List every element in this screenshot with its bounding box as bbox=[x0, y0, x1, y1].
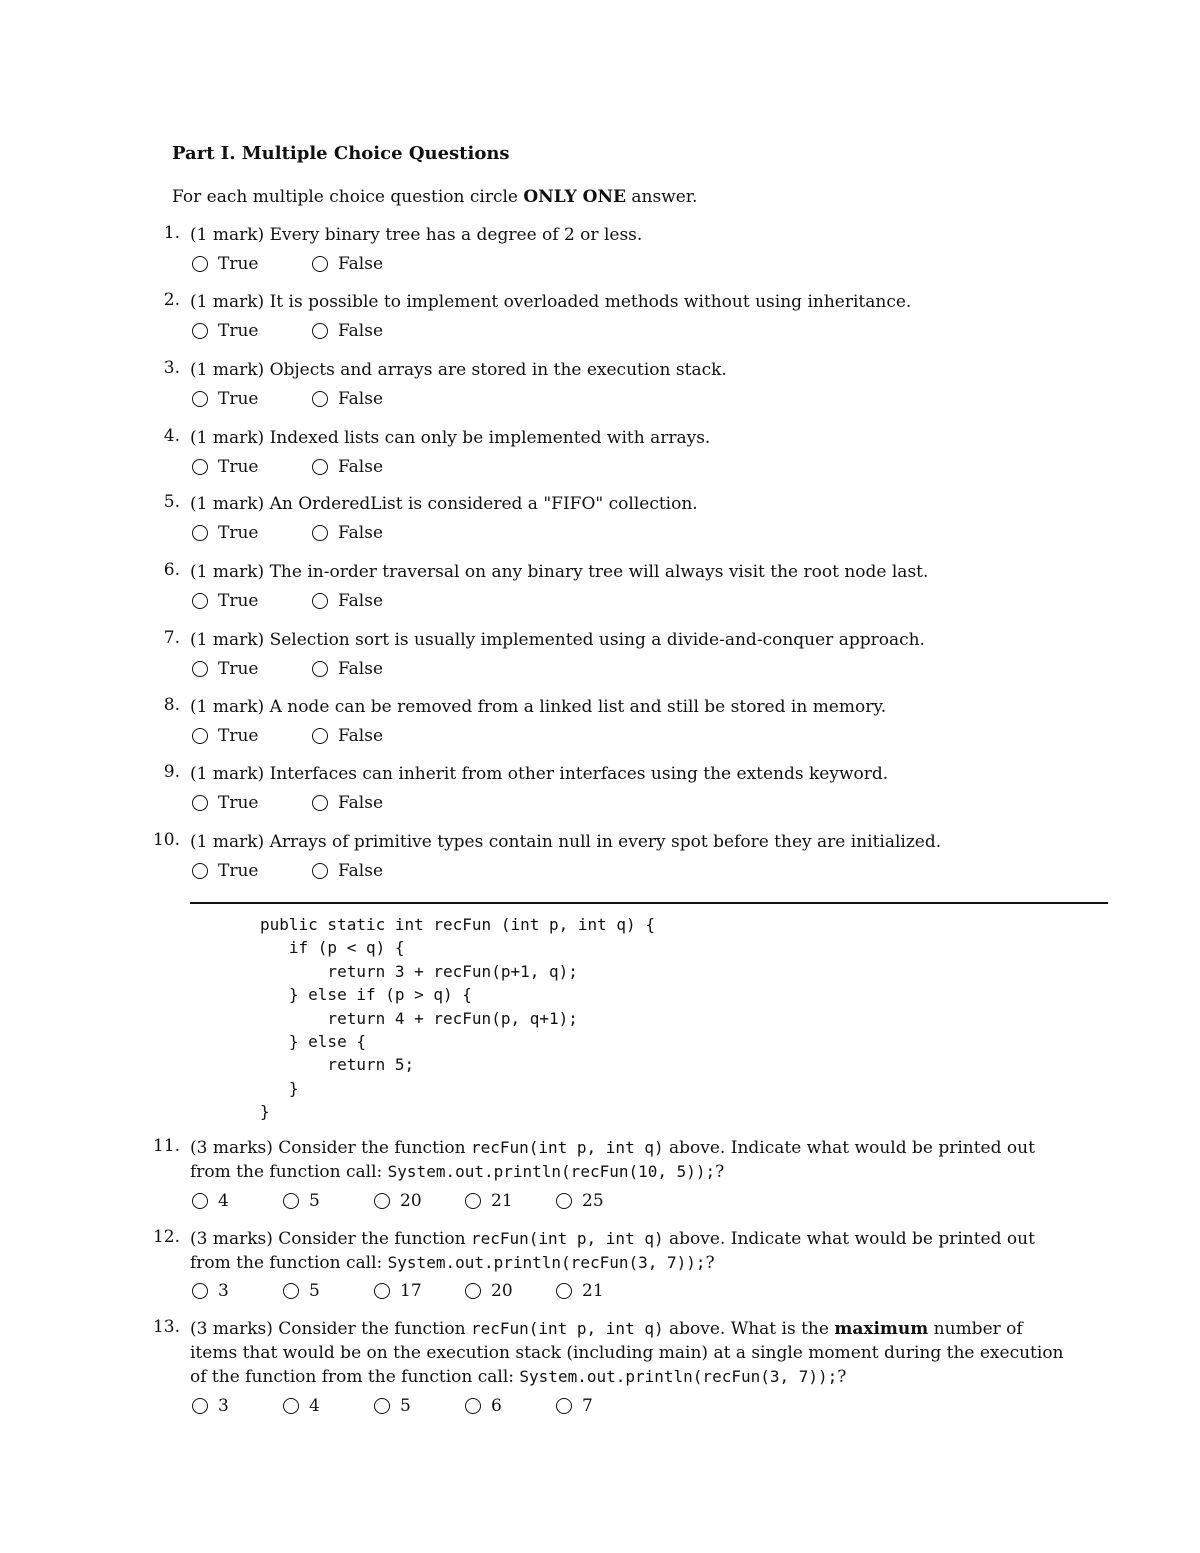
answer-label: 17 bbox=[400, 1281, 422, 1301]
answer-label: 25 bbox=[582, 1191, 604, 1211]
answer-label: 5 bbox=[309, 1191, 320, 1211]
answer-option[interactable] bbox=[374, 1191, 422, 1211]
answer-label: False bbox=[338, 659, 383, 679]
question-text-segment: ? bbox=[837, 1367, 847, 1387]
question-text-segment: above. Indicate what would be printed out from the function call: bbox=[190, 1138, 1035, 1182]
answer-label: True bbox=[218, 321, 259, 341]
radio-circle-icon[interactable] bbox=[312, 323, 328, 339]
answer-option[interactable] bbox=[192, 389, 258, 409]
question-number: 7. bbox=[163, 628, 180, 648]
answer-label: True bbox=[218, 793, 259, 813]
answer-label: 6 bbox=[491, 1396, 502, 1416]
answer-label: 21 bbox=[582, 1281, 604, 1301]
answer-label: False bbox=[338, 861, 383, 881]
code-listing bbox=[260, 913, 655, 1124]
answer-option[interactable] bbox=[192, 659, 258, 679]
radio-circle-icon[interactable] bbox=[192, 1398, 208, 1414]
radio-circle-icon[interactable] bbox=[192, 1283, 208, 1299]
question-text: (1 mark) Objects and arrays are stored in the execution stack. bbox=[190, 360, 727, 380]
code-inline: System.out.println(recFun(3, 7)); bbox=[387, 1253, 706, 1272]
answer-option[interactable] bbox=[192, 1191, 229, 1211]
radio-circle-icon[interactable] bbox=[312, 795, 328, 811]
question-number: 11. bbox=[152, 1136, 180, 1156]
answer-label: True bbox=[218, 591, 259, 611]
answer-label: False bbox=[338, 726, 383, 746]
question-text-segment: above. Indicate what would be printed out from the function call: bbox=[190, 1229, 1035, 1273]
radio-circle-icon[interactable] bbox=[312, 391, 328, 407]
answer-option[interactable] bbox=[312, 457, 383, 477]
answer-option[interactable] bbox=[312, 389, 383, 409]
code-inline: recFun(int p, int q) bbox=[470, 1229, 664, 1248]
radio-circle-icon[interactable] bbox=[192, 593, 208, 609]
answer-option[interactable] bbox=[192, 457, 258, 477]
code-line: } bbox=[260, 1102, 270, 1122]
radio-circle-icon[interactable] bbox=[312, 593, 328, 609]
question-text bbox=[190, 1136, 1070, 1184]
code-line: public static int recFun (int p, int q) { bbox=[260, 915, 655, 934]
question-text-segment: (3 marks) Consider the function bbox=[190, 1138, 471, 1158]
code-inline: System.out.println(recFun(3, 7)); bbox=[519, 1367, 838, 1386]
answer-label: 5 bbox=[309, 1281, 320, 1301]
answer-label: False bbox=[338, 321, 383, 341]
question-text: (1 mark) A node can be removed from a linked list and still be stored in memory. bbox=[190, 697, 887, 717]
answer-option[interactable] bbox=[192, 726, 258, 746]
code-line: if (p < q) { bbox=[260, 938, 405, 958]
question-number: 8. bbox=[163, 695, 180, 715]
radio-circle-icon[interactable] bbox=[556, 1193, 572, 1209]
answer-option[interactable] bbox=[283, 1396, 320, 1416]
question-number: 4. bbox=[163, 426, 180, 446]
answer-label: 4 bbox=[218, 1191, 229, 1211]
answer-label: False bbox=[338, 389, 383, 409]
code-line: } bbox=[260, 1078, 299, 1098]
answer-label: True bbox=[218, 457, 259, 477]
question-text: (1 mark) Indexed lists can only be implemented with arrays. bbox=[190, 428, 711, 448]
answer-label: 21 bbox=[491, 1191, 513, 1211]
question-number: 3. bbox=[163, 358, 180, 378]
radio-circle-icon[interactable] bbox=[556, 1398, 572, 1414]
answer-label: 7 bbox=[582, 1396, 593, 1416]
answer-option[interactable] bbox=[312, 321, 383, 341]
code-line: return 4 + recFun(p, q+1); bbox=[260, 1008, 578, 1028]
radio-circle-icon[interactable] bbox=[312, 863, 328, 879]
answer-option[interactable] bbox=[312, 591, 383, 611]
answer-option[interactable] bbox=[374, 1396, 411, 1416]
answer-option[interactable] bbox=[192, 321, 258, 341]
radio-circle-icon[interactable] bbox=[192, 863, 208, 879]
answer-option[interactable] bbox=[465, 1396, 502, 1416]
answer-label: 5 bbox=[400, 1396, 411, 1416]
answer-option[interactable] bbox=[374, 1281, 422, 1301]
question-number: 1. bbox=[163, 223, 180, 243]
answer-option[interactable] bbox=[192, 1396, 229, 1416]
question-number: 9. bbox=[163, 762, 180, 782]
answer-option[interactable] bbox=[312, 793, 383, 813]
question-text-segment: ? bbox=[705, 1253, 715, 1273]
question-number: 6. bbox=[163, 560, 180, 580]
radio-circle-icon[interactable] bbox=[312, 728, 328, 744]
answer-option[interactable] bbox=[556, 1281, 604, 1301]
answer-label: 4 bbox=[309, 1396, 320, 1416]
code-inline: System.out.println(recFun(10, 5)); bbox=[387, 1162, 716, 1181]
question-text-segment: maximum bbox=[834, 1319, 929, 1339]
answer-label: 3 bbox=[218, 1396, 229, 1416]
question-text bbox=[190, 1317, 1070, 1389]
radio-circle-icon[interactable] bbox=[374, 1283, 390, 1299]
answer-option[interactable] bbox=[283, 1191, 320, 1211]
answer-label: False bbox=[338, 793, 383, 813]
answer-option[interactable] bbox=[556, 1396, 593, 1416]
radio-circle-icon[interactable] bbox=[192, 1193, 208, 1209]
question-text-segment: number of items that would be on the execution stack (including main) at a single moment during the execution of the function from the function call: bbox=[190, 1319, 1064, 1387]
question-text: (1 mark) Interfaces can inherit from other interfaces using the extends keyword. bbox=[190, 764, 889, 784]
question-text: (1 mark) Every binary tree has a degree of 2 or less. bbox=[190, 225, 643, 245]
answer-option[interactable] bbox=[465, 1191, 513, 1211]
answer-label: 20 bbox=[400, 1191, 422, 1211]
radio-circle-icon[interactable] bbox=[556, 1283, 572, 1299]
instructions-emphasis: ONLY ONE bbox=[523, 187, 626, 207]
section-title: Part I. Multiple Choice Questions bbox=[172, 143, 510, 164]
answer-label: True bbox=[218, 659, 259, 679]
answer-option[interactable] bbox=[465, 1281, 513, 1301]
answer-label: False bbox=[338, 523, 383, 543]
answer-option[interactable] bbox=[192, 1281, 229, 1301]
question-text: (1 mark) An OrderedList is considered a "FIFO" collection. bbox=[190, 494, 698, 514]
answer-label: True bbox=[218, 861, 259, 881]
answer-label: True bbox=[218, 254, 259, 274]
code-line: } else if (p > q) { bbox=[260, 985, 472, 1005]
answer-label: True bbox=[218, 523, 259, 543]
question-text-segment: (3 marks) Consider the function bbox=[190, 1229, 471, 1249]
question-text-segment: above. What is the bbox=[663, 1319, 835, 1339]
answer-label: False bbox=[338, 457, 383, 477]
section-divider bbox=[190, 902, 1108, 904]
radio-circle-icon[interactable] bbox=[283, 1398, 299, 1414]
radio-circle-icon[interactable] bbox=[192, 728, 208, 744]
answer-option[interactable] bbox=[312, 254, 383, 274]
code-inline: recFun(int p, int q) bbox=[470, 1319, 664, 1338]
radio-circle-icon[interactable] bbox=[283, 1193, 299, 1209]
question-text-segment: (3 marks) Consider the function bbox=[190, 1319, 471, 1339]
instructions-text-end: answer. bbox=[625, 187, 698, 207]
question-number: 5. bbox=[163, 492, 180, 512]
question-number: 12. bbox=[152, 1227, 180, 1247]
instructions bbox=[172, 187, 697, 207]
radio-circle-icon[interactable] bbox=[192, 323, 208, 339]
question-text: (1 mark) The in-order traversal on any binary tree will always visit the root node last. bbox=[190, 562, 929, 582]
answer-option[interactable] bbox=[192, 861, 258, 881]
question-number: 2. bbox=[163, 290, 180, 310]
question-number: 10. bbox=[152, 830, 180, 850]
radio-circle-icon[interactable] bbox=[312, 256, 328, 272]
answer-option[interactable] bbox=[312, 523, 383, 543]
radio-circle-icon[interactable] bbox=[374, 1398, 390, 1414]
answer-label: True bbox=[218, 726, 259, 746]
instructions-text: For each multiple choice question circle bbox=[172, 187, 524, 207]
code-line: } else { bbox=[260, 1032, 366, 1052]
question-text bbox=[190, 1227, 1070, 1275]
code-line: return 3 + recFun(p+1, q); bbox=[260, 961, 578, 981]
radio-circle-icon[interactable] bbox=[192, 256, 208, 272]
question-text: (1 mark) It is possible to implement overloaded methods without using inheritance. bbox=[190, 292, 912, 312]
radio-circle-icon[interactable] bbox=[192, 661, 208, 677]
answer-option[interactable] bbox=[312, 659, 383, 679]
answer-label: False bbox=[338, 254, 383, 274]
answer-label: 20 bbox=[491, 1281, 513, 1301]
answer-option[interactable] bbox=[556, 1191, 604, 1211]
radio-circle-icon[interactable] bbox=[374, 1193, 390, 1209]
answer-option[interactable] bbox=[312, 726, 383, 746]
radio-circle-icon[interactable] bbox=[192, 795, 208, 811]
question-number: 13. bbox=[152, 1317, 180, 1337]
question-text: (1 mark) Arrays of primitive types contain null in every spot before they are initialized. bbox=[190, 832, 942, 852]
radio-circle-icon[interactable] bbox=[465, 1283, 481, 1299]
radio-circle-icon[interactable] bbox=[283, 1283, 299, 1299]
answer-option[interactable] bbox=[192, 523, 258, 543]
answer-option[interactable] bbox=[283, 1281, 320, 1301]
answer-option[interactable] bbox=[192, 793, 258, 813]
answer-option[interactable] bbox=[312, 861, 383, 881]
radio-circle-icon[interactable] bbox=[192, 391, 208, 407]
answer-label: True bbox=[218, 389, 259, 409]
answer-option[interactable] bbox=[192, 254, 258, 274]
answer-label: False bbox=[338, 591, 383, 611]
code-inline: recFun(int p, int q) bbox=[470, 1138, 664, 1157]
radio-circle-icon[interactable] bbox=[312, 661, 328, 677]
radio-circle-icon[interactable] bbox=[465, 1398, 481, 1414]
radio-circle-icon[interactable] bbox=[312, 525, 328, 541]
radio-circle-icon[interactable] bbox=[192, 525, 208, 541]
radio-circle-icon[interactable] bbox=[312, 459, 328, 475]
question-text: (1 mark) Selection sort is usually implemented using a divide-and-conquer approach. bbox=[190, 630, 925, 650]
answer-option[interactable] bbox=[192, 591, 258, 611]
radio-circle-icon[interactable] bbox=[465, 1193, 481, 1209]
code-line: return 5; bbox=[260, 1055, 415, 1075]
radio-circle-icon[interactable] bbox=[192, 459, 208, 475]
question-text-segment: ? bbox=[715, 1162, 725, 1182]
answer-label: 3 bbox=[218, 1281, 229, 1301]
